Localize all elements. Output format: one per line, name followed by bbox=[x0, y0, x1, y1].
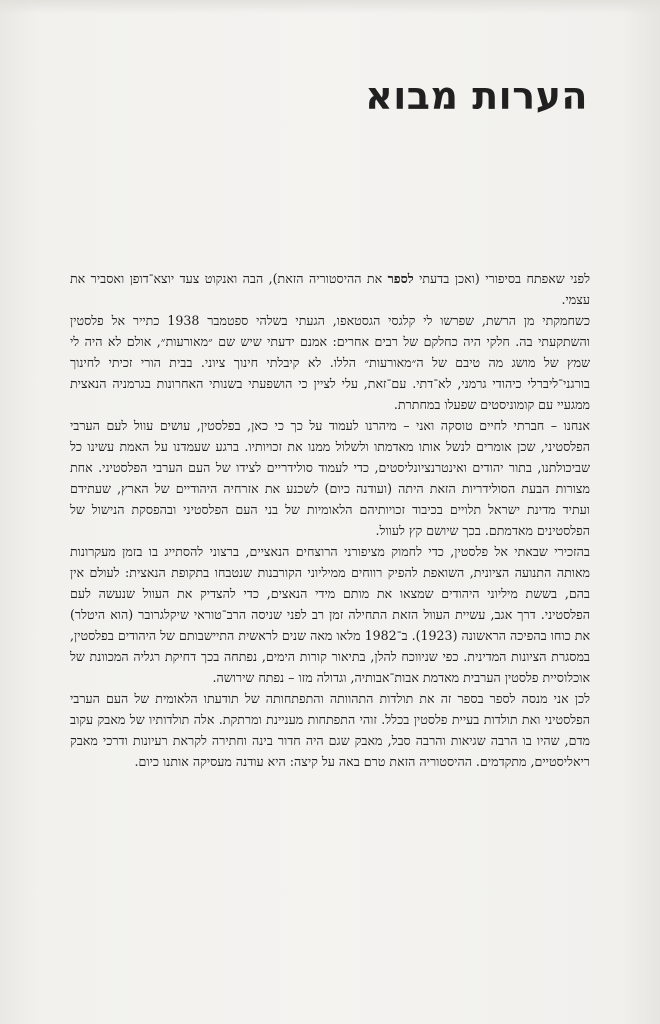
chapter-title: הערות מבוא bbox=[365, 74, 588, 118]
chapter-body bbox=[70, 268, 590, 772]
paragraph-1 bbox=[70, 268, 590, 310]
paragraph-1-text-end: את ההיסטוריה הזאת), הבה ואנקוט צעד יוצא־דופן ואסביר את עצמי. bbox=[70, 271, 590, 307]
page-edge-shadow bbox=[0, 0, 660, 14]
paragraph-3: אנחנו – חברתי לחיים טוסקה ואני – מיהרנו לעמוד על כך כי כאן, בפלסטין, עושים עוול לעם הערבי הפלסטיני, שכן אומרים לנשל אותו מאדמתו ולשלול ממנו את זכויותיו. ברגע שעמדנו על האמת עשינו כל שביכולתנו, בתור יהודים ואינטרנציונליסטים, כדי לעמוד סולידריים לצידו של העם הערבי הפלסטיני. אחת מצורות הבעת הסולידריות הזאת היתה (ועודנה כיום) לשכנע את אזרחיה היהודיים של הארץ, שעתידם ועתיד מדינת ישראל תלויים בכיבוד זכויותיהם הלאומיות של בני העם הפלסטיני ובהפסקת הנישול של הפלסטינים מאדמתם. בכך שיושם קץ לעוול. bbox=[70, 418, 590, 538]
paragraph-1-bold-word: לספר bbox=[387, 271, 414, 286]
paragraph-1-text-start: לפני שאפתח בסיפורי (ואכן בדעתי bbox=[413, 271, 590, 286]
paragraph-5: לכן אני מנסה לספר בספר זה את תולדות התהוותה והתפתחותה של תודעתו הלאומית של העם הערבי הפלסטיני ואת תולדות בעיית פלסטין בכלל. זוהי התפתחות מעניינת ומרתקת. אלה תולדותיו של מאבק עקוב מדם, שהיו בו הרבה שגיאות והרבה סבל, מאבק שגם היה חדור בינה וחתירה לקראת רעיונות ודרכי מאבק ריאליסטיים, מתקדמים. ההיסטוריה הזאת טרם באה על קיצה: היא עודנה מעסיקה אותנו כיום. bbox=[70, 691, 590, 769]
paragraph-2: כשחמקתי מן הרשת, שפרשו לי קלגסי הגסטאפו, הגעתי בשלהי ספטמבר 1938 כתייר אל פלסטין והשתקעתי בה. חלקי היה כחלקם של רבים אחרים: אמנם ידעתי שיש שם ״מאורעות״, אולם לא היה לי שמץ של מושג מה טיבם של ה״מאורעות״ הללו. לא קיבלתי חינוך ציוני. בבית הורי זכיתי לחינוך בורגני־ליברלי כיהודי גרמני, לא־דתי. עם־זאת, עלי לציין כי הושפעתי בשנותי האחרונות בגרמניה הנאצית ממגעיי עם קומוניסטים שפעלו במחתרת. bbox=[70, 313, 590, 412]
paragraph-4: בהזכירי שבאתי אל פלסטין, כדי לחמוק מציפורני הרוצחים הנאציים, ברצוני להסתייג בו בזמן מעקרונות מאותה התנועה הציונית, השואפת להפיק רווחים ממיליוני הקורבנות שנטבחו בתקופת הנאצית: לעולם אין בהם, בששת מיליוני היהודים שמצאו את מותם מידי הנאצים, כדי להצדיק את העוול שנעשה לעם הפלסטיני. דרך אגב, עשיית העוול הזאת התחילה זמן רב לפני שניסה הרב־טוראי שיקלגרובר (הוא היטלר) את כוחו בהפיכה הראשונה (1923). ב־1982 מלאו מאה שנים לראשית התיישבותם של היהודים בפלסטין, במסגרת הציונות המדינית. כפי שניווכח להלן, בתיאור קורות הימים, נפתחה בכך דחיקת רגליה המכוונת של אוכלוסיית פלסטין הערבית מאדמת אבות־אבותיה, וגדולה מזו – נפתח שירושה. bbox=[70, 544, 591, 685]
